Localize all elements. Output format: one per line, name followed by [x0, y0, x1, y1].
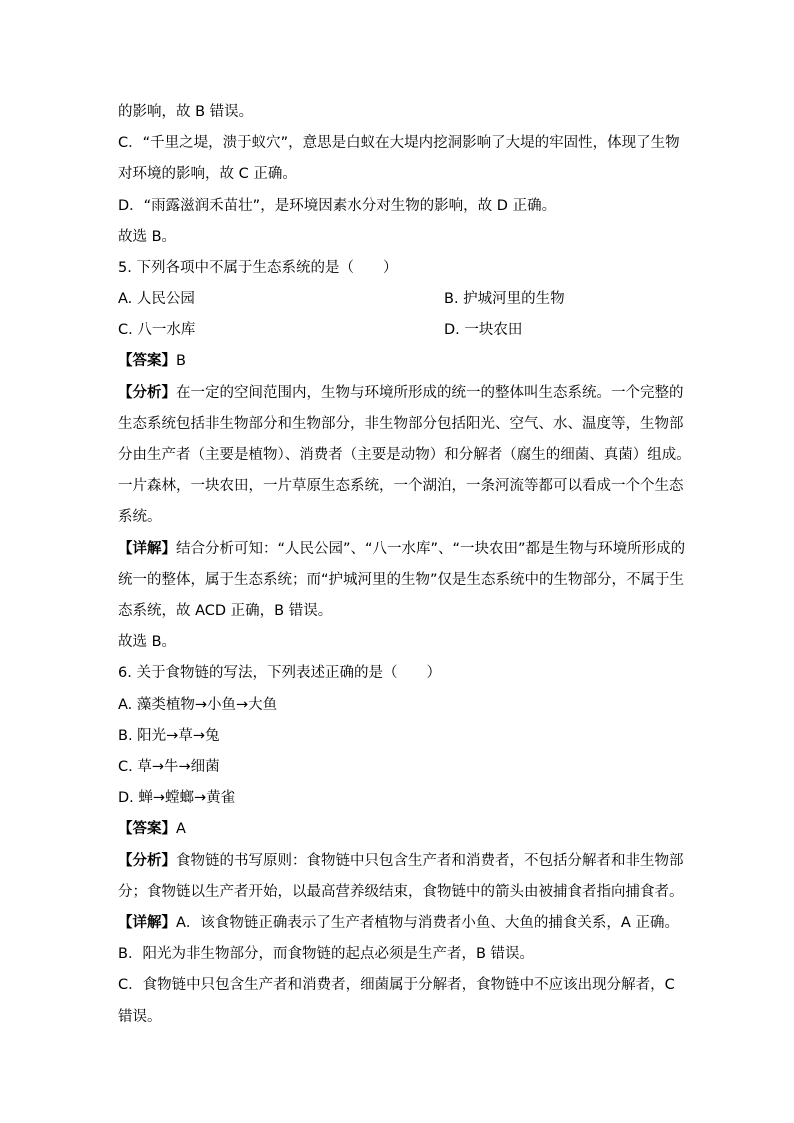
detail-text: A．该食物链正确表示了生产者植物与消费者小鱼、大鱼的捕食关系，A 正确。	[176, 915, 679, 931]
text-line: 分由生产者（主要是植物）、消费者（主要是动物）和分解者（腐生的细菌、真菌）组成。	[118, 447, 691, 463]
question-5-stem: 5. 下列各项中不属于生态系统的是（ ）	[118, 260, 398, 276]
question-5-option-b: B. 护城河里的生物	[444, 291, 565, 307]
analysis-text: 食物链的书写原则：食物链中只包含生产者和消费者，不包括分解者和非生物部	[176, 853, 684, 869]
detail-label: 【详解】	[118, 541, 176, 557]
question-6-option-b: B. 阳光→草→兔	[118, 728, 220, 744]
text-line: 生态系统包括非生物部分和生物部分，非生物部分包括阳光、空气、水、温度等，生物部	[118, 416, 684, 432]
text-line: 故选 B。	[118, 229, 177, 245]
text-line: B．阳光为非生物部分，而食物链的起点必须是生产者，B 错误。	[118, 946, 535, 962]
text-line: 错误。	[118, 1009, 162, 1025]
text-line: 系统。	[118, 509, 162, 525]
text-line: C．“千里之堤，溃于蚁穴”，意思是白蚁在大堤内挖洞影响了大堤的牢固性，体现了生物	[118, 135, 680, 151]
text-line: 统一的整体，属于生态系统；而“护城河里的生物”仅是生态系统中的生物部分，不属于生	[118, 572, 685, 588]
text-line: 一片森林，一块农田，一片草原生态系统，一个湖泊，一条河流等都可以看成一个个生态	[118, 478, 684, 494]
detail-label: 【详解】	[118, 915, 176, 931]
question-6-detail	[118, 913, 679, 933]
question-5-option-c: C. 八一水库	[118, 322, 196, 338]
question-6-analysis	[118, 851, 684, 871]
question-5-answer	[118, 351, 186, 371]
question-6-option-a: A. 藻类植物→小鱼→大鱼	[118, 697, 278, 713]
answer-label: 【答案】	[118, 821, 176, 837]
question-6-option-d: D. 蝉→螳螂→黄雀	[118, 790, 236, 806]
answer-value: B	[176, 353, 186, 369]
analysis-label: 【分析】	[118, 853, 176, 869]
question-5-conclusion: 故选 B。	[118, 634, 177, 650]
text-line: 对环境的影响，故 C 正确。	[118, 166, 297, 182]
question-5-option-d: D. 一块农田	[444, 322, 523, 338]
analysis-text: 在一定的空间范围内，生物与环境所形成的统一的整体叫生态系统。一个完整的	[176, 385, 684, 401]
answer-value: A	[176, 821, 186, 837]
text-line: C．食物链中只包含生产者和消费者，细菌属于分解者，食物链中不应该出现分解者，C	[118, 977, 675, 993]
detail-text: 结合分析可知：“人民公园”、“八一水库”、“一块农田”都是生物与环境所形成的	[176, 541, 686, 557]
text-line: 的影响，故 B 错误。	[118, 104, 254, 120]
text-line: 分；食物链以生产者开始，以最高营养级结束，食物链中的箭头由被捕食者指向捕食者。	[118, 884, 684, 900]
analysis-label: 【分析】	[118, 385, 176, 401]
question-6-stem: 6. 关于食物链的写法，下列表述正确的是（ ）	[118, 665, 441, 681]
question-5-detail	[118, 539, 685, 559]
question-5-analysis	[118, 383, 684, 403]
question-6-option-c: C. 草→牛→细菌	[118, 759, 220, 775]
question-5-option-a: A. 人民公园	[118, 291, 195, 307]
answer-label: 【答案】	[118, 353, 176, 369]
question-6-answer	[118, 819, 186, 839]
text-line: 态系统，故 ACD 正确，B 错误。	[118, 603, 333, 619]
text-line: D．“雨露滋润禾苗壮”，是环境因素水分对生物的影响，故 D 正确。	[118, 198, 557, 214]
